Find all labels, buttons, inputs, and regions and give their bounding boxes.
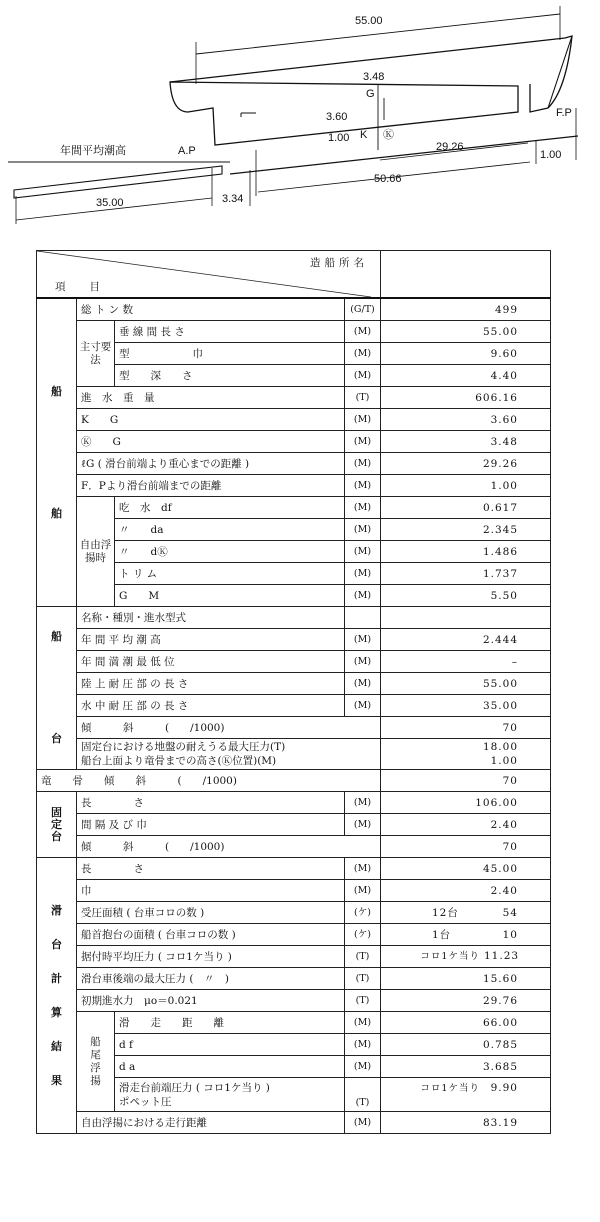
front-pressure-label: 滑走台前端圧力 ( コロ1ケ当り ) — [119, 1081, 270, 1094]
row-unit: (M) — [345, 343, 381, 365]
table-row — [37, 880, 551, 902]
hull-step — [241, 113, 256, 117]
row-value: 70 — [381, 836, 551, 858]
row-qty: 1台 — [432, 928, 452, 941]
row-label: 陸 上 耐 圧 部 の 長 さ — [77, 673, 345, 695]
row-value — [381, 924, 551, 946]
row-unit: (M) — [345, 519, 381, 541]
header-label-cell — [37, 251, 381, 299]
table-row — [37, 563, 551, 585]
row-unit: (M) — [345, 321, 381, 343]
row-value: 5.50 — [381, 585, 551, 607]
row-label: 竜 骨 傾 斜 ( /1000) — [37, 770, 381, 792]
row-qty-value: 11.23 — [484, 950, 520, 962]
table-row — [37, 902, 551, 924]
row-unit: (M) — [345, 814, 381, 836]
row-value: 3.48 — [381, 431, 551, 453]
tide-label: 年間平均潮高 — [60, 144, 126, 157]
row-label-two-line — [77, 739, 381, 770]
row-label: 長 さ — [77, 858, 345, 880]
row-unit: (M) — [345, 453, 381, 475]
table-row — [37, 990, 551, 1012]
row-value: 45.00 — [381, 858, 551, 880]
row-value: 4.40 — [381, 365, 551, 387]
row-label: 型 巾 — [115, 343, 345, 365]
row-value: 106.00 — [381, 792, 551, 814]
section-berth — [37, 607, 77, 770]
row-label: 進 水 重 量 — [77, 387, 345, 409]
table-header-row — [37, 251, 551, 299]
row-label: d a — [115, 1056, 345, 1078]
row-label: 名称・種別・進水型式 — [77, 607, 345, 629]
row-unit: (T) — [345, 1078, 381, 1112]
g-marker-label: G — [366, 88, 375, 100]
table-row — [37, 836, 551, 858]
top-length-label: 55.00 — [355, 15, 383, 27]
row-label-two-line — [115, 1078, 345, 1112]
row-label: 〃 da — [115, 519, 345, 541]
row-label: 滑台車後端の最大圧力 ( 〃 ) — [77, 968, 345, 990]
launch-spec-table — [36, 250, 551, 1134]
gap-334-label: 3.34 — [222, 193, 244, 205]
row-value: 66.00 — [381, 1012, 551, 1034]
row-label: 吃 水 df — [115, 497, 345, 519]
row-unit: (M) — [345, 585, 381, 607]
table-row — [37, 946, 551, 968]
section-ship-top: 船 — [51, 384, 62, 398]
row-unit: (M) — [345, 475, 381, 497]
row-unit: (M) — [345, 792, 381, 814]
fp-gap-label: 1.00 — [540, 149, 562, 161]
ground-length-label: 35.00 — [96, 197, 124, 209]
row-unit — [345, 607, 381, 629]
row-label: 垂 線 間 長 さ — [115, 321, 345, 343]
row-unit: (T) — [345, 990, 381, 1012]
ground-way — [14, 166, 222, 198]
row-label: 傾 斜 ( /1000) — [77, 836, 381, 858]
row-label: 年 間 平 均 潮 高 — [77, 629, 345, 651]
row-unit: (T) — [345, 946, 381, 968]
row-value: 83.19 — [381, 1112, 551, 1134]
section-fixed: 固定台 — [37, 792, 77, 858]
row-value-two-line — [381, 739, 551, 770]
row-label: 滑 走 距 離 — [115, 1012, 345, 1034]
row-label: 年 間 満 潮 最 低 位 — [77, 651, 345, 673]
row-value — [381, 902, 551, 924]
fp-label: F.P — [556, 107, 572, 119]
row-value: 606.16 — [381, 387, 551, 409]
row-value: 70 — [381, 770, 551, 792]
row-value: 15.60 — [381, 968, 551, 990]
row-label: 水 中 耐 圧 部 の 長 さ — [77, 695, 345, 717]
row-value: 70 — [381, 717, 551, 739]
ap-label: A.P — [178, 145, 196, 157]
row-unit: (M) — [345, 858, 381, 880]
table-row — [37, 387, 551, 409]
row-value: 35.00 — [381, 695, 551, 717]
row-value: 29.76 — [381, 990, 551, 1012]
table-row — [37, 585, 551, 607]
row-value: 55.00 — [381, 673, 551, 695]
row-label: Ⓚ G — [77, 431, 345, 453]
table-row — [37, 739, 551, 770]
header-shipyard: 造船所名 — [310, 257, 368, 269]
row-label: 初期進水力 μo＝0.021 — [77, 990, 345, 1012]
keel-symbol-label: Ⓚ — [383, 129, 394, 141]
table-row — [37, 651, 551, 673]
row-value: 55.00 — [381, 321, 551, 343]
row-label: 長 さ — [77, 792, 345, 814]
keel-height-label: 船台上面より竜骨までの高さ(Ⓚ位置)(M) — [81, 755, 277, 767]
row-label: K G — [77, 409, 345, 431]
row-label: 傾 斜 ( /1000) — [77, 717, 381, 739]
table-row — [37, 298, 551, 321]
section-ship-bottom: 舶 — [51, 506, 62, 520]
table-row — [37, 497, 551, 519]
slipway-top-line — [230, 136, 578, 174]
row-label: 間 隔 及 び 巾 — [77, 814, 345, 836]
table-row — [37, 770, 551, 792]
launch-diagram — [0, 0, 600, 240]
table-row — [37, 695, 551, 717]
row-value — [381, 946, 551, 968]
row-label: 巾 — [77, 880, 345, 902]
table-row — [37, 792, 551, 814]
k-offset-label: 1.00 — [328, 132, 350, 144]
table-row — [37, 814, 551, 836]
section-berth-top: 船 — [51, 630, 62, 643]
row-unit: (ケ) — [345, 924, 381, 946]
row-unit: (M) — [345, 673, 381, 695]
row-label: 〃 dⓀ — [115, 541, 345, 563]
table-row — [37, 924, 551, 946]
row-unit: (G/T) — [345, 298, 381, 321]
row-unit: (M) — [345, 365, 381, 387]
table-row — [37, 717, 551, 739]
row-unit: (M) — [345, 1034, 381, 1056]
row-label: G M — [115, 585, 345, 607]
table-row — [37, 409, 551, 431]
table-row — [37, 629, 551, 651]
table-row — [37, 343, 551, 365]
row-label: 据付時平均圧力 ( コロ1ケ当り ) — [77, 946, 345, 968]
k-marker-label: K — [360, 129, 368, 141]
row-value: 0.617 — [381, 497, 551, 519]
row-unit: (M) — [345, 1056, 381, 1078]
row-unit: (M) — [345, 497, 381, 519]
row-value: 2.345 — [381, 519, 551, 541]
table-row — [37, 519, 551, 541]
row-unit: (T) — [345, 968, 381, 990]
row-label: ℓG ( 滑台前端より重心までの距離 ) — [77, 453, 345, 475]
max-pressure-value: 18.00 — [482, 741, 518, 753]
row-label: 総 ト ン 数 — [77, 298, 345, 321]
row-unit: (M) — [345, 880, 381, 902]
row-value: 3.60 — [381, 409, 551, 431]
row-label: F．Pより滑台前端までの距離 — [77, 475, 345, 497]
row-qty-value: 54 — [502, 906, 518, 919]
poppet-label: ポペット圧 — [119, 1095, 172, 1108]
row-unit: (M) — [345, 651, 381, 673]
row-value: 3.685 — [381, 1056, 551, 1078]
row-value: 2.40 — [381, 880, 551, 902]
row-value: 9.60 — [381, 343, 551, 365]
row-qty-value: 10 — [502, 928, 518, 941]
table-row — [37, 1056, 551, 1078]
row-unit: (M) — [345, 629, 381, 651]
header-item: 項目 — [55, 281, 124, 293]
row-unit: (M) — [345, 409, 381, 431]
keel-height-value: 1.00 — [490, 755, 518, 767]
row-unit: (M) — [345, 1112, 381, 1134]
row-value: 2.444 — [381, 629, 551, 651]
g-height-label: 3.48 — [363, 71, 385, 83]
table-row — [37, 858, 551, 880]
table-row — [37, 365, 551, 387]
row-unit: (M) — [345, 1012, 381, 1034]
row-value: 0.785 — [381, 1034, 551, 1056]
lg-label: 29.26 — [436, 141, 464, 153]
row-label: d f — [115, 1034, 345, 1056]
row-qty: コロ1ケ当り — [420, 951, 480, 962]
row-label: ト リ ム — [115, 563, 345, 585]
table-row — [37, 607, 551, 629]
table-row — [37, 968, 551, 990]
table-row — [37, 475, 551, 497]
row-value: 1.737 — [381, 563, 551, 585]
row-value: 1.486 — [381, 541, 551, 563]
row-value: 499 — [381, 298, 551, 321]
row-value: 29.26 — [381, 453, 551, 475]
row-label: 受圧面積 ( 台車コロの数 ) — [77, 902, 345, 924]
kg-height-label: 3.60 — [326, 111, 348, 123]
row-unit: (M) — [345, 695, 381, 717]
row-qty: 12台 — [432, 906, 459, 919]
row-value — [381, 1078, 551, 1112]
max-pressure-label: 固定台における地盤の耐えうる最大圧力(T) — [81, 741, 286, 753]
hull-stem — [548, 36, 572, 108]
section-sliding: 滑台計算結果 — [37, 858, 77, 1134]
row-value: 2.40 — [381, 814, 551, 836]
row-label: 型 深 さ — [115, 365, 345, 387]
table-row — [37, 1112, 551, 1134]
row-unit: (M) — [345, 563, 381, 585]
row-value — [381, 607, 551, 629]
table-row — [37, 1012, 551, 1034]
row-qty: コロ1ケ当り — [420, 1083, 480, 1094]
slide-length-label: 50.66 — [374, 173, 402, 185]
table-row — [37, 321, 551, 343]
table-row — [37, 541, 551, 563]
table-row — [37, 1034, 551, 1056]
table-row — [37, 673, 551, 695]
row-value: 1.00 — [381, 475, 551, 497]
table-row — [37, 431, 551, 453]
row-unit: (ケ) — [345, 902, 381, 924]
table-row — [37, 1078, 551, 1112]
row-unit: (M) — [345, 431, 381, 453]
row-unit: (T) — [345, 387, 381, 409]
row-label: 船首抱台の面積 ( 台車コロの数 ) — [77, 924, 345, 946]
header-value-cell — [381, 251, 551, 299]
row-value: – — [381, 651, 551, 673]
row-unit: (M) — [345, 541, 381, 563]
subsection-stern: 船尾浮揚 — [77, 1012, 115, 1112]
subsection-free-float: 自由浮揚時 — [77, 497, 115, 607]
subsection-main-dims: 主寸要法 — [77, 321, 115, 387]
row-qty-value: 9.90 — [490, 1082, 518, 1094]
section-ship — [37, 298, 77, 607]
row-label: 自由浮揚における走行距離 — [77, 1112, 345, 1134]
table-row — [37, 453, 551, 475]
section-berth-bottom: 台 — [51, 732, 62, 745]
